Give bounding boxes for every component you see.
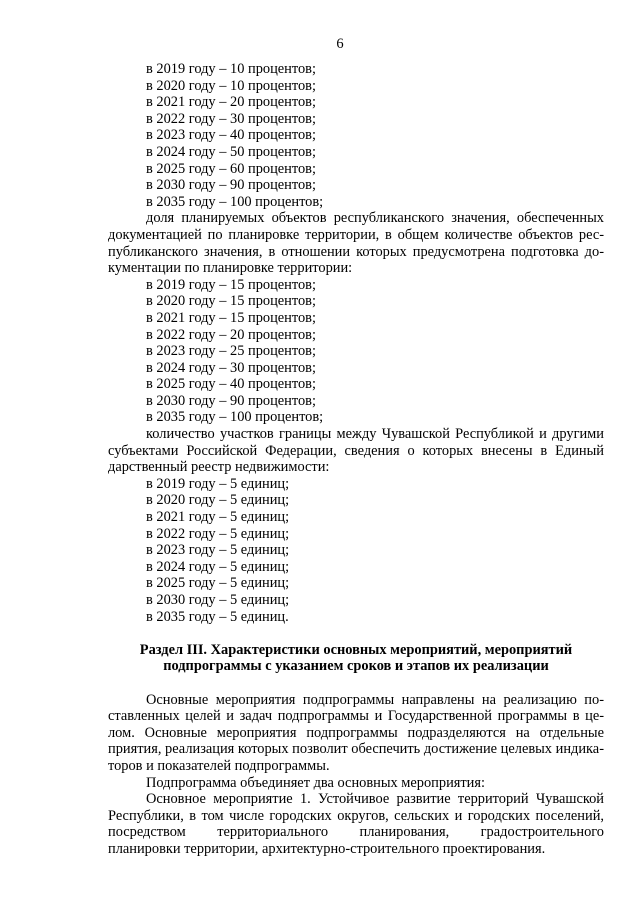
list-item: в 2024 году – 30 процентов; <box>146 359 316 376</box>
text-line: лом. Основные мероприятия подпрограммы подразделяются на отдельные <box>108 724 604 741</box>
list-item: в 2019 году – 10 процентов; <box>146 61 316 77</box>
spacer <box>108 625 604 642</box>
list-item: в 2019 году – 15 процентов; <box>146 276 316 293</box>
indicator-list <box>108 476 604 625</box>
paragraph <box>108 692 604 775</box>
text-line: Подпрограмма объединяет два основных мероприятия: <box>146 774 486 791</box>
text-line: Основное мероприятие 1. Устойчивое развитие территорий Чувашской <box>146 791 604 808</box>
heading-line: Раздел III. Характеристики основных мероприятий, мероприятий <box>139 641 573 658</box>
list-item: в 2030 году – 90 процентов; <box>146 392 316 409</box>
text-line: Республики, в том числе городских округов, сельских и городских поселений, <box>108 807 604 824</box>
text-line: Основные мероприятия подпрограммы направлены на реализацию по- <box>146 691 604 708</box>
paragraph <box>108 426 604 476</box>
list-item: в 2020 году – 5 единиц; <box>146 492 290 509</box>
list-item: в 2023 году – 5 единиц; <box>146 542 290 559</box>
list-item: в 2035 году – 100 процентов; <box>146 409 324 426</box>
list-item: в 2020 году – 10 процентов; <box>146 77 316 94</box>
text-line: ставленных целей и задач подпрограммы и Государственной программы в це- <box>108 708 604 725</box>
list-item: в 2035 году – 5 единиц. <box>146 608 289 625</box>
list-item: в 2022 году – 5 единиц; <box>146 525 290 542</box>
list-item: в 2022 году – 30 процентов; <box>146 110 316 127</box>
text-line: субъектами Российской Федерации, сведения о которых внесены в Единый <box>108 442 604 459</box>
page-number: 6 <box>336 36 344 52</box>
text-line: доля планируемых объектов республиканского значения, обеспеченных <box>146 210 604 227</box>
paragraph <box>108 775 604 792</box>
list-item: в 2021 году – 15 процентов; <box>146 309 316 326</box>
list-item: в 2025 году – 40 процентов; <box>146 376 316 393</box>
list-item: в 2025 году – 5 единиц; <box>146 575 290 592</box>
text-line: планировки территории, архитектурно-строительного проектирования. <box>108 840 546 857</box>
text-line: посредством территориального планирования, градостроительного <box>108 824 604 841</box>
list-item: в 2024 году – 50 процентов; <box>146 143 316 160</box>
list-item: в 2022 году – 20 процентов; <box>146 326 316 343</box>
heading-line: подпрограммы с указанием сроков и этапов их реализации <box>163 658 549 675</box>
text-line: торов и показателей подпрограммы. <box>108 757 330 774</box>
indicator-list <box>108 61 604 210</box>
section-heading <box>108 642 604 675</box>
list-item: в 2021 году – 20 процентов; <box>146 94 316 111</box>
list-item: в 2030 году – 90 процентов; <box>146 177 316 194</box>
paragraph <box>108 791 604 857</box>
list-item: в 2019 году – 5 единиц; <box>146 475 290 492</box>
document-body <box>108 61 604 858</box>
indicator-list <box>108 277 604 426</box>
list-item: в 2021 году – 5 единиц; <box>146 509 290 526</box>
text-line: публиканского значения, в отношении которых предусмотрена подготовка до- <box>108 243 604 260</box>
list-item: в 2023 году – 40 процентов; <box>146 127 316 144</box>
list-item: в 2023 году – 25 процентов; <box>146 343 316 360</box>
text-line: кументации по планировке территории: <box>108 260 353 277</box>
text-line: количество участков границы между Чувашской Республикой и другими <box>146 426 604 443</box>
text-line: дарственный реестр недвижимости: <box>108 459 330 476</box>
list-item: в 2025 году – 60 процентов; <box>146 160 316 177</box>
paragraph <box>108 210 604 276</box>
list-item: в 2035 году – 100 процентов; <box>146 193 324 210</box>
text-line: приятия, реализация которых позволит обеспечить достижение целевых индика- <box>108 741 604 758</box>
list-item: в 2020 году – 15 процентов; <box>146 293 316 310</box>
list-item: в 2024 году – 5 единиц; <box>146 558 290 575</box>
spacer <box>108 675 604 692</box>
list-item: в 2030 году – 5 единиц; <box>146 592 290 608</box>
text-line: документацией по планировке территории, в общем количестве объектов рес- <box>108 226 604 243</box>
